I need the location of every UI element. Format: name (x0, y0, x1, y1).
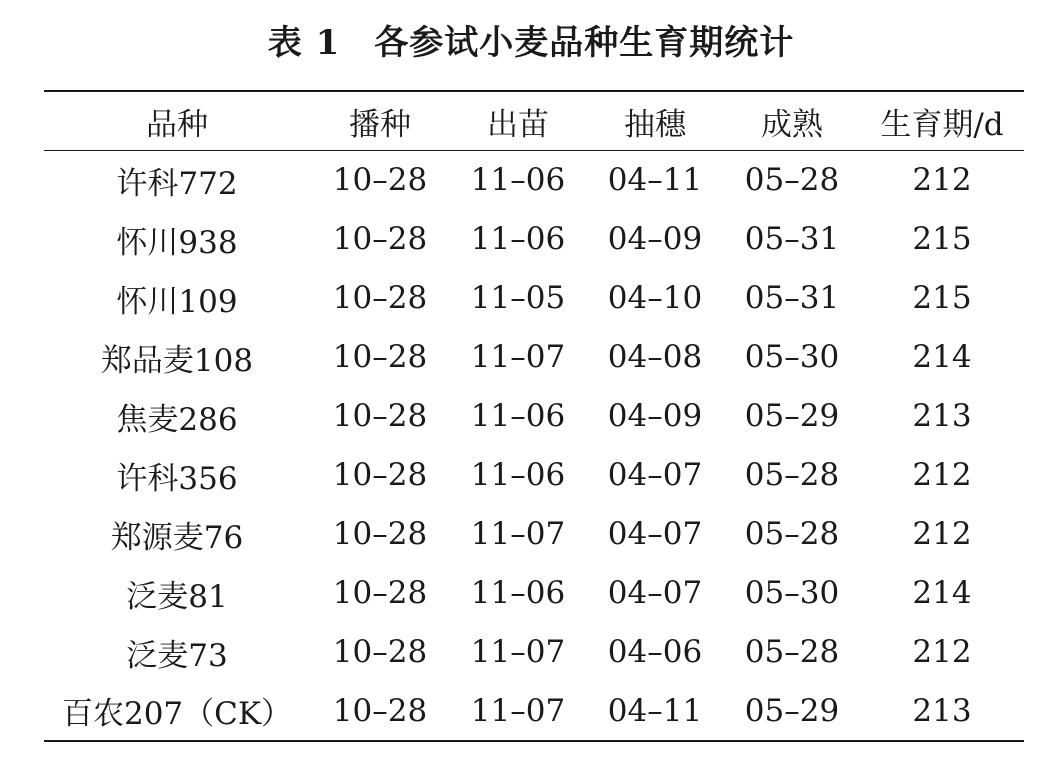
header-row (44, 91, 1024, 151)
cell-heading: 04–11 (607, 162, 703, 199)
table-header (44, 91, 1024, 151)
table-row (44, 682, 1024, 741)
table-row (44, 564, 1024, 623)
cell-growth-period: 213 (912, 692, 972, 729)
cell-maturity: 05–28 (744, 457, 840, 493)
cell-variety: 泛麦73 (126, 637, 228, 674)
cell-growth-period: 215 (912, 280, 972, 316)
cell-maturity: 05–28 (744, 516, 840, 552)
cell-sowing: 10–28 (332, 516, 428, 552)
cell-variety: 许科356 (116, 460, 238, 497)
cell-growth-period: 212 (912, 457, 972, 493)
cell-maturity: 05–29 (744, 398, 840, 434)
table-row (44, 387, 1024, 446)
cell-heading: 04–07 (607, 516, 703, 552)
cell-sowing: 10–28 (332, 634, 428, 670)
growth-period-table-wrapper (44, 90, 1024, 742)
cell-variety: 泛麦81 (126, 578, 228, 615)
table-row (44, 446, 1024, 505)
cell-sowing: 10–28 (332, 339, 428, 375)
table-row (44, 151, 1024, 210)
header-variety: 品种 (146, 106, 208, 143)
cell-growth-period: 214 (912, 339, 972, 375)
cell-emergence: 11–07 (470, 634, 566, 670)
cell-maturity: 05–28 (744, 162, 840, 199)
cell-variety: 郑源麦76 (110, 519, 244, 556)
cell-variety: 郑品麦108 (100, 342, 254, 379)
cell-sowing: 10–28 (332, 162, 428, 199)
cell-growth-period: 212 (912, 634, 972, 670)
cell-emergence: 11–06 (470, 575, 566, 611)
cell-heading: 04–07 (607, 575, 703, 611)
cell-emergence: 11–07 (470, 692, 566, 729)
table-row (44, 269, 1024, 328)
cell-maturity: 05–29 (744, 692, 840, 729)
cell-maturity: 05–31 (744, 221, 840, 257)
cell-heading: 04–07 (607, 457, 703, 493)
cell-heading: 04–08 (607, 339, 703, 375)
cell-variety: 怀川938 (116, 224, 238, 261)
growth-period-table (44, 90, 1024, 742)
cell-maturity: 05–30 (744, 339, 840, 375)
cell-growth-period: 212 (912, 162, 972, 199)
cell-heading: 04–11 (607, 692, 703, 729)
cell-sowing: 10–28 (332, 398, 428, 434)
cell-emergence: 11–06 (470, 162, 566, 199)
table-title: 各参试小麦品种生育期统计 (374, 23, 795, 63)
cell-sowing: 10–28 (332, 221, 428, 257)
header-growth-period: 生育期/d (880, 106, 1004, 143)
cell-growth-period: 214 (912, 575, 972, 611)
cell-variety: 百农207（CK） (61, 696, 293, 732)
cell-maturity: 05–28 (744, 634, 840, 670)
cell-heading: 04–09 (607, 398, 703, 434)
cell-growth-period: 213 (912, 398, 972, 434)
table-row (44, 505, 1024, 564)
cell-growth-period: 212 (912, 516, 972, 552)
cell-emergence: 11–06 (470, 221, 566, 257)
header-sowing: 播种 (349, 106, 411, 143)
cell-maturity: 05–30 (744, 575, 840, 611)
header-heading: 抽穗 (624, 106, 686, 143)
cell-heading: 04–10 (607, 280, 703, 316)
cell-variety: 许科772 (116, 165, 238, 202)
header-emergence: 出苗 (487, 106, 549, 143)
cell-maturity: 05–31 (744, 280, 840, 316)
header-maturity: 成熟 (761, 106, 823, 143)
table-row (44, 623, 1024, 682)
cell-growth-period: 215 (912, 221, 972, 257)
table-number: 表 1 (267, 23, 341, 63)
cell-sowing: 10–28 (332, 692, 428, 729)
cell-emergence: 11–07 (470, 516, 566, 552)
cell-emergence: 11–06 (470, 457, 566, 493)
table-row (44, 328, 1024, 387)
cell-emergence: 11–06 (470, 398, 566, 434)
table-row (44, 210, 1024, 269)
cell-heading: 04–09 (607, 221, 703, 257)
cell-heading: 04–06 (607, 634, 703, 670)
cell-emergence: 11–07 (470, 339, 566, 375)
cell-sowing: 10–28 (332, 280, 428, 316)
table-body (44, 151, 1024, 741)
cell-emergence: 11–05 (470, 280, 566, 316)
cell-sowing: 10–28 (332, 457, 428, 493)
table-caption (0, 18, 1062, 68)
cell-sowing: 10–28 (332, 575, 428, 611)
cell-variety: 怀川109 (116, 283, 238, 320)
cell-variety: 焦麦286 (116, 401, 238, 438)
